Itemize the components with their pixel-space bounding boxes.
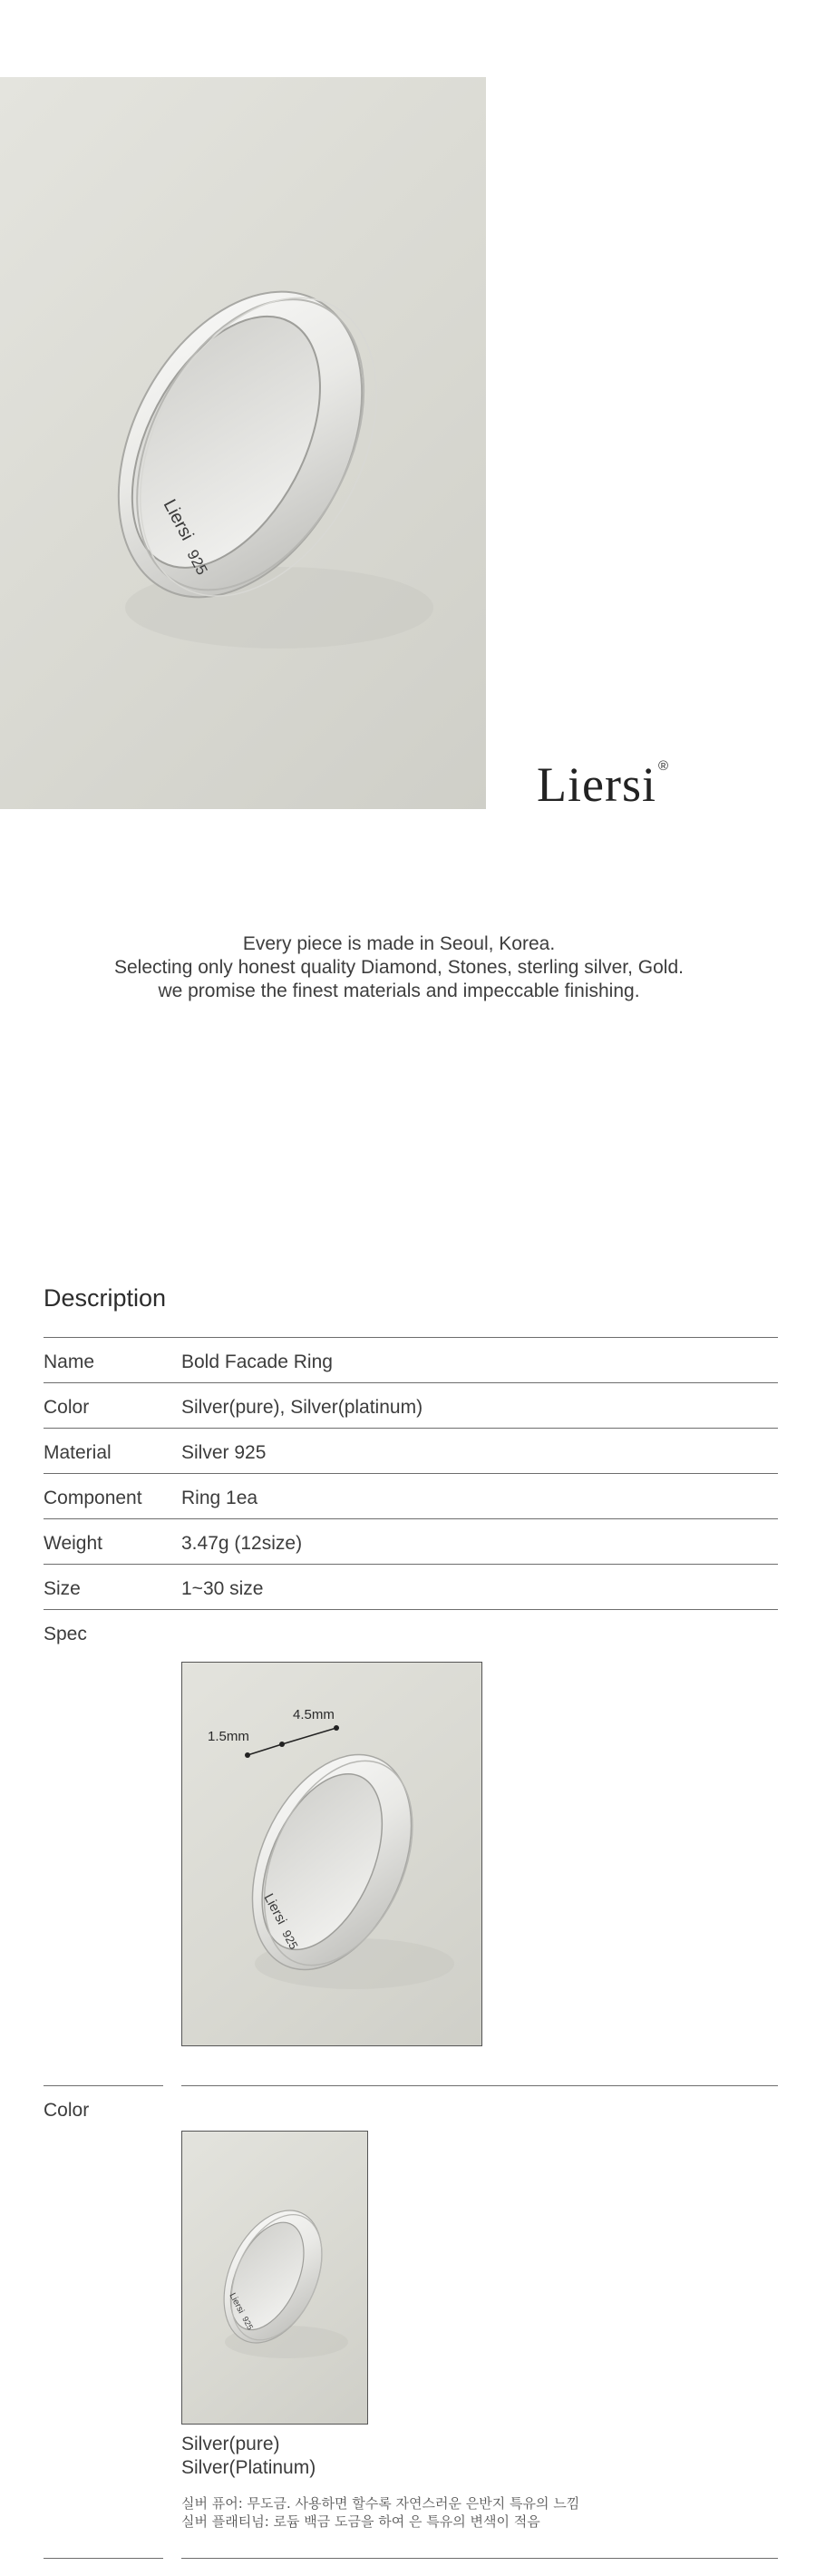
engraving-text: Liersi — [159, 496, 198, 544]
brand-name: Liersi — [537, 757, 656, 812]
description-title: Description — [44, 1284, 167, 1312]
color-note-platinum: 실버 플래티넘: 로듐 백금 도금을 하여 은 특유의 변색이 적음 — [181, 2513, 540, 2530]
row-label-name: Name — [44, 1351, 95, 1372]
dimension-line-thickness — [248, 1744, 282, 1755]
engraving-purity: 925 — [240, 2315, 256, 2332]
row-label-color-options: Color — [44, 2100, 90, 2121]
row-value-color: Silver(pure), Silver(platinum) — [181, 1397, 423, 1418]
engraving-text: Liersi — [227, 2291, 247, 2316]
brand-intro — [0, 932, 798, 1003]
dimension-label-width: 4.5mm — [293, 1707, 335, 1722]
engraving-purity: 925 — [183, 546, 211, 578]
row-value-material: Silver 925 — [181, 1442, 267, 1463]
color-ring-illustration — [182, 2132, 367, 2424]
row-label-material: Material — [44, 1442, 112, 1463]
divider — [44, 1428, 778, 1429]
color-swatch-image — [181, 2131, 368, 2425]
row-label-color: Color — [44, 1397, 90, 1418]
ring-illustration — [0, 77, 486, 809]
divider — [44, 1337, 778, 1338]
brand-logo — [537, 757, 669, 812]
intro-line: we promise the finest materials and impeccable finishing. — [158, 981, 640, 1001]
row-label-weight: Weight — [44, 1533, 102, 1554]
row-value-component: Ring 1ea — [181, 1488, 258, 1508]
row-label-size: Size — [44, 1578, 81, 1599]
row-value-size: 1~30 size — [181, 1578, 264, 1599]
divider — [44, 2558, 163, 2559]
divider — [181, 2558, 778, 2559]
intro-line: Selecting only honest quality Diamond, Stones, sterling silver, Gold. — [113, 957, 684, 978]
divider — [181, 2085, 778, 2086]
intro-line: Every piece is made in Seoul, Korea. — [242, 933, 556, 954]
spec-image — [181, 1662, 482, 2046]
divider — [44, 1609, 778, 1610]
color-option-pure: Silver(pure) — [181, 2434, 280, 2454]
row-value-weight: 3.47g (12size) — [181, 1533, 303, 1554]
row-value-name: Bold Facade Ring — [181, 1351, 333, 1372]
row-label-spec: Spec — [44, 1624, 87, 1644]
divider — [44, 1382, 778, 1383]
registered-mark: ® — [657, 758, 669, 774]
dimension-line-width — [282, 1728, 336, 1744]
color-option-platinum: Silver(Platinum) — [181, 2457, 316, 2478]
divider — [44, 1518, 778, 1519]
dimension-label-thickness: 1.5mm — [208, 1729, 249, 1744]
engraving-text: Liersi — [260, 1890, 290, 1927]
engraving-purity: 925 — [279, 1927, 301, 1952]
row-label-component: Component — [44, 1488, 142, 1508]
hero-product-photo — [0, 77, 486, 809]
divider — [44, 1473, 778, 1474]
divider — [44, 2085, 163, 2086]
color-note-pure: 실버 퓨어: 무도금. 사용하면 할수록 자연스러운 은반지 특유의 느낌 — [181, 2495, 580, 2512]
divider — [44, 1564, 778, 1565]
spec-ring-illustration — [182, 1663, 481, 2045]
